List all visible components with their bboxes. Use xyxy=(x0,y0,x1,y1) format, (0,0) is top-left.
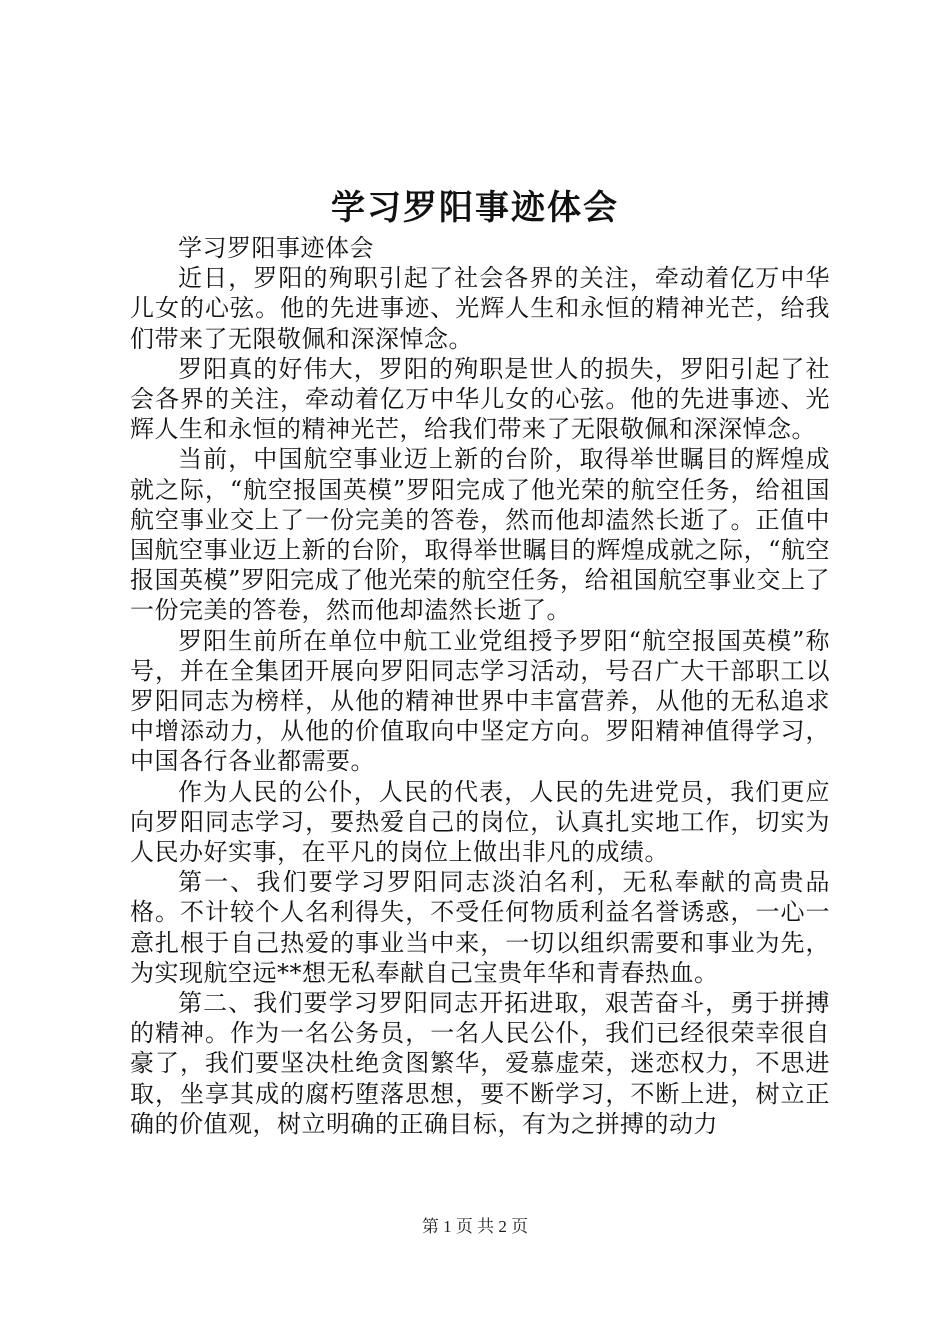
paragraph-4: 罗阳生前所在单位中航工业党组授予罗阳“航空报国英模”称号，并在全集团开展向罗阳同志学习活动，号召广大干部职工以罗阳同志为榜样，从他的精神世界中丰富营养，从他的无私追求中增添动力，从他的价值取向中坚定方向。罗阳精神值得学习，中国各行各业都需要。 xyxy=(130,626,830,776)
paragraph-5: 作为人民的公仆，人民的代表，人民的先进党员，我们更应向罗阳同志学习，要热爱自己的岗位，认真扎实地工作，切实为人民办好实事，在平凡的岗位上做出非凡的成绩。 xyxy=(130,777,830,867)
paragraph-2: 罗阳真的好伟大，罗阳的殉职是世人的损失，罗阳引起了社会各界的关注，牵动着亿万中华儿女的心弦。他的先进事迹、光辉人生和永恒的精神光芒，给我们带来了无限敬佩和深深悼念。 xyxy=(130,354,830,444)
paragraph-1: 近日，罗阳的殉职引起了社会各界的关注，牵动着亿万中华儿女的心弦。他的先进事迹、光辉人生和永恒的精神光芒，给我们带来了无限敬佩和深深悼念。 xyxy=(130,264,830,353)
paragraph-3: 当前，中国航空事业迈上新的台阶，取得举世瞩目的辉煌成就之际，“航空报国英模”罗阳完成了他光荣的航空任务，给祖国航空事业交上了一份完美的答卷，然而他却溘然长逝了。正值中国航空事业迈上新的台阶，取得举世瞩目的辉煌成就之际，“航空报国英模”罗阳完成了他光荣的航空任务，给祖国航空事业交上了一份完美的答卷，然而他却溘然长逝了。 xyxy=(130,445,830,625)
document-body xyxy=(130,233,830,1139)
page-footer: 第 1 页 共 2 页 xyxy=(421,1217,529,1236)
paragraph-6: 第一、我们要学习罗阳同志淡泊名利，无私奉献的高贵品格。不计较个人名利得失，不受任何物质利益名誉诱惑，一心一意扎根于自己热爱的事业当中来，一切以组织需要和事业为先，为实现航空远**想无私奉献自己宝贵年华和青春热血。 xyxy=(130,868,830,987)
document-title: 学习罗阳事迹体会 xyxy=(331,188,619,228)
paragraph-subtitle: 学习罗阳事迹体会 xyxy=(178,234,374,262)
paragraph-7: 第二、我们要学习罗阳同志开拓进取，艰苦奋斗，勇于拼搏的精神。作为一名公务员，一名人民公仆，我们已经很荣幸很自豪了，我们要坚决杜绝贪图繁华，爱慕虚荣，迷恋权力，不思进取，坐享其成的腐朽堕落思想，要不断学习，不断上进，树立正确的价值观，树立明确的正确目标，有为之拼搏的动力 xyxy=(130,989,830,1138)
